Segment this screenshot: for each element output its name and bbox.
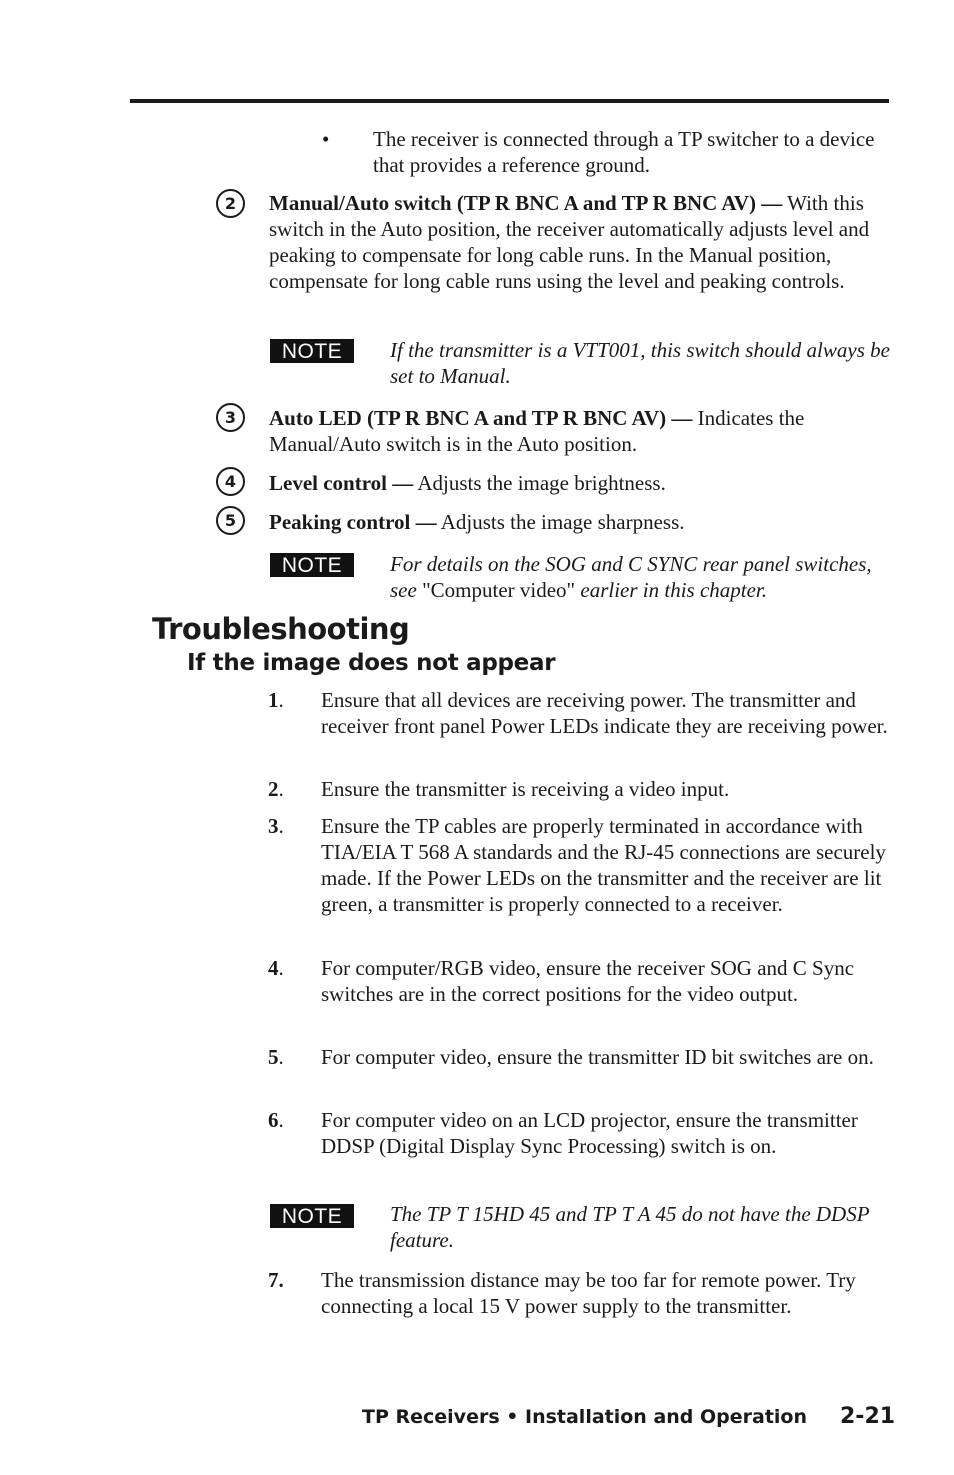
- callout-number-2: 2: [216, 189, 245, 218]
- callout-paragraph-auto-led: [269, 405, 889, 457]
- step-number: [268, 1044, 284, 1070]
- step-number-sep: .: [278, 1045, 284, 1069]
- bullet-text: The receiver is connected through a TP switcher to a device that provides a reference ground.: [373, 127, 875, 177]
- callout-number-3: 3: [216, 403, 245, 432]
- step-number: [268, 776, 284, 802]
- step-number-sep: .: [278, 777, 284, 801]
- callout-number-4: 4: [216, 467, 245, 496]
- step-number-value: 6: [268, 1108, 279, 1132]
- footer-title: TP Receivers • Installation and Operation: [362, 1406, 808, 1428]
- step-text: Ensure that all devices are receiving power. The transmitter and receiver front panel Power LEDs indicate they are receiving power.: [321, 688, 888, 738]
- step-number-value: 3: [268, 814, 279, 838]
- step-text: For computer video, ensure the transmitter ID bit switches are on.: [321, 1045, 874, 1069]
- note-badge: NOTE: [270, 339, 354, 363]
- callout-paragraph-level: [269, 470, 889, 496]
- step-number-value: 4: [268, 956, 279, 980]
- step-number: [268, 955, 284, 981]
- note-text-part: For details on the SOG and C SYNC rear panel switches, see: [390, 552, 872, 602]
- callout-body: With this switch in the Auto position, the receiver automatically adjusts level and peaking to compensate for long cable runs. In the Manual position, compensate for long cable runs using the level and peaking controls.: [269, 191, 870, 293]
- callout-heading: Peaking control —: [269, 510, 437, 534]
- note-text: The TP T 15HD 45 and TP T A 45 do not have the DDSP feature.: [390, 1202, 870, 1252]
- step-number: [268, 1107, 284, 1133]
- step-number: [268, 1267, 284, 1293]
- note-badge: NOTE: [270, 553, 354, 577]
- note-reference: "Computer video": [422, 578, 576, 602]
- note-badge: NOTE: [270, 1204, 354, 1228]
- step-text: The transmission distance may be too far for remote power. Try connecting a local 15 V power supply to the transmitter.: [321, 1268, 856, 1318]
- step-number-value: 7.: [268, 1268, 284, 1292]
- note-text: [390, 551, 890, 603]
- note-text-part: earlier in this chapter.: [575, 578, 768, 602]
- step-number: [268, 687, 284, 713]
- step-number-value: 2: [268, 777, 279, 801]
- callout-heading: Level control —: [269, 471, 414, 495]
- header-rule: [130, 99, 889, 103]
- bullet-marker: •: [322, 127, 330, 151]
- page-number: 2-21: [840, 1404, 896, 1429]
- step-text: Ensure the transmitter is receiving a video input.: [321, 777, 730, 801]
- callout-paragraph-manual-auto: [269, 190, 889, 294]
- callout-body: Adjusts the image sharpness.: [436, 510, 685, 534]
- step-number-value: 5: [268, 1045, 279, 1069]
- step-number-sep: .: [278, 814, 284, 838]
- callout-body: Adjusts the image brightness.: [413, 471, 666, 495]
- step-text: Ensure the TP cables are properly terminated in accordance with TIA/EIA T 568 A standards and the RJ-45 connections are securely made. If the Power LEDs on the transmitter and the receiver are lit green, a transmitter is properly connected to a receiver.: [321, 814, 886, 916]
- section-title: Troubleshooting: [152, 612, 410, 646]
- step-number-value: 1: [268, 688, 279, 712]
- step-text: For computer video on an LCD projector, ensure the transmitter DDSP (Digital Display Sync Processing) switch is on.: [321, 1108, 858, 1158]
- step-number: [268, 813, 284, 839]
- note-text: If the transmitter is a VTT001, this switch should always be set to Manual.: [390, 338, 890, 388]
- callout-paragraph-peaking: [269, 509, 889, 535]
- step-number-sep: .: [278, 1108, 284, 1132]
- step-number-sep: .: [278, 956, 284, 980]
- subsection-title: If the image does not appear: [187, 650, 556, 676]
- callout-body: Indicates the Manual/Auto switch is in the Auto position.: [269, 406, 805, 456]
- callout-heading: Auto LED (TP R BNC A and TP R BNC AV) —: [269, 406, 693, 430]
- callout-number-5: 5: [216, 506, 245, 535]
- callout-heading: Manual/Auto switch (TP R BNC A and TP R BNC AV) —: [269, 191, 783, 215]
- step-text: For computer/RGB video, ensure the receiver SOG and C Sync switches are in the correct positions for the video output.: [321, 956, 855, 1006]
- step-number-sep: .: [278, 688, 284, 712]
